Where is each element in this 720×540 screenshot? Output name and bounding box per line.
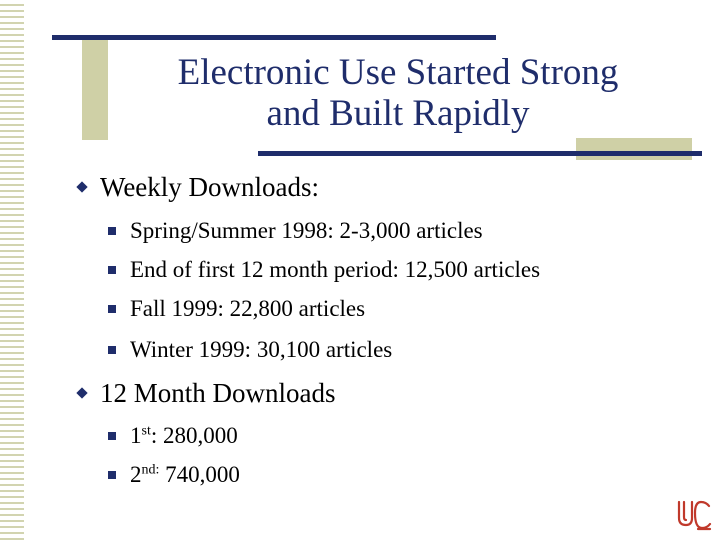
download-count: : 280,000 [150, 423, 238, 448]
sub-bullet-text: Spring/Summer 1998: 2-3,000 articles [130, 218, 483, 243]
uc-logo-icon [676, 498, 712, 532]
diamond-bullet-icon [76, 181, 87, 192]
download-count: 740,000 [159, 462, 240, 487]
sub-bullet-text [130, 423, 238, 449]
ordinal-suffix: st [141, 423, 151, 439]
ordinal-number: 2 [130, 462, 142, 487]
decorative-olive-block-right [576, 138, 692, 160]
slide-title [118, 52, 678, 134]
sub-bullet-text: End of first 12 month period: 12,500 articles [130, 257, 541, 282]
ordinal-number: 1 [130, 423, 142, 448]
decorative-stripe-band [0, 0, 24, 540]
slide-title-line-1: Electronic Use Started Strong [177, 52, 619, 93]
ordinal-suffix: nd: [141, 462, 160, 478]
square-bullet-icon [108, 266, 116, 274]
square-bullet-icon [108, 346, 116, 354]
bullet-heading: Weekly Downloads: [100, 172, 320, 202]
square-bullet-icon [108, 305, 116, 313]
square-bullet-icon [108, 227, 116, 235]
sub-bullet-text [130, 462, 240, 488]
decorative-olive-block-left [82, 40, 108, 140]
slide-title-line-2: and Built Rapidly [266, 93, 530, 134]
square-bullet-icon [108, 471, 116, 479]
decorative-navy-line-top [52, 35, 496, 40]
square-bullet-icon [108, 432, 116, 440]
sub-bullet-text: Winter 1999: 30,100 articles [130, 337, 393, 362]
sub-bullet-text: Fall 1999: 22,800 articles [130, 296, 366, 321]
diamond-bullet-icon [76, 387, 87, 398]
bullet-heading: 12 Month Downloads [100, 378, 336, 408]
decorative-navy-line-bottom [258, 151, 702, 156]
